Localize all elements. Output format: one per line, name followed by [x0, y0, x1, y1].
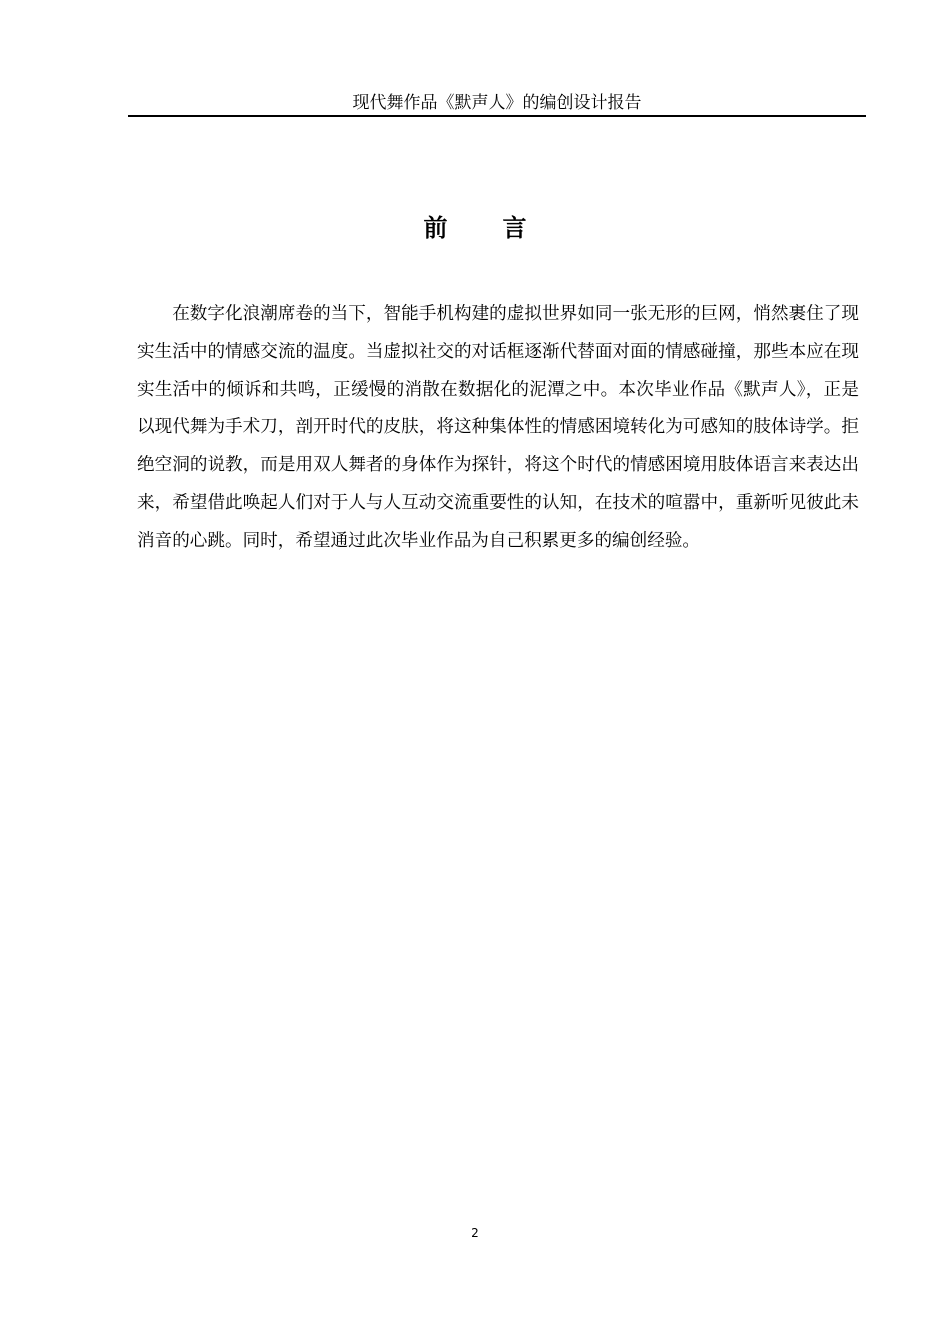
running-header: 现代舞作品《默声人》的编创设计报告 — [352, 93, 642, 113]
header-rule — [128, 115, 866, 117]
body-paragraph: 在数字化浪潮席卷的当下，智能手机构建的虚拟世界如同一张无形的巨网，悄然裹住了现实生活中的情感交流的温度。当虚拟社交的对话框逐渐代替面对面的情感碰撞，那些本应在现实生活中的倾诉和共鸣，正缓慢的消散在数据化的泥潭之中。本次毕业作品《默声人》，正是以现代舞为手术刀，剖开时代的皮肤，将这种集体性的情感困境转化为可感知的肢体诗学。拒绝空洞的说教，而是用双人舞者的身体作为探针，将这个时代的情感困境用肢体语言来表达出来，希望借此唤起人们对于人与人互动交流重要性的认知，在技术的喧嚣中，重新听见彼此未消音的心跳。同时，希望通过此次毕业作品为自己积累更多的编创经验。 — [137, 304, 859, 551]
page-number: 2 — [471, 1226, 479, 1240]
chapter-title: 前言 — [423, 214, 582, 242]
